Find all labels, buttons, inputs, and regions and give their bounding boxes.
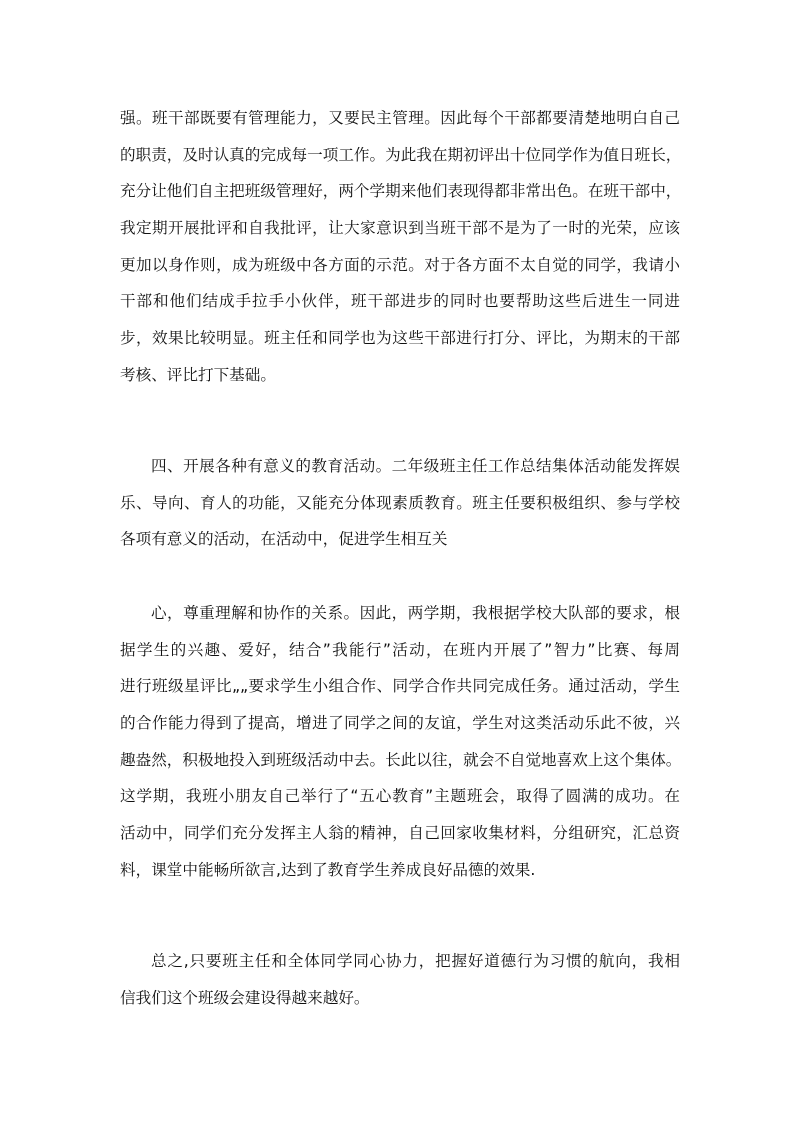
- text-line: 活动中，同学们充分发挥主人翁的精神，自己回家收集材料，分组研究，汇总资: [120, 824, 680, 843]
- paragraph-conclusion: [120, 943, 680, 1016]
- text-line: 料，课堂中能畅所欲言,达到了教育学生养成良好品德的效果.: [120, 860, 536, 879]
- text-line: 的合作能力得到了提高，增进了同学之间的友谊，学生对这类活动乐此不彼，兴: [120, 714, 680, 733]
- text-line: 的职责，及时认真的完成每一项工作。为此我在期初评出十位同学作为值日班长，: [120, 145, 682, 164]
- text-line: 乐、导向、育人的功能，又能充分体现素质教育。班主任要积极组织、参与学校: [120, 493, 680, 512]
- paragraph-cooperation: [120, 595, 680, 889]
- text-line: 这学期，我班小朋友自己举行了“五心教育”主题班会，取得了圆满的成功。在: [120, 787, 680, 806]
- text-line: 心，尊重理解和协作的关系。因此，两学期，我根据学校大队部的要求，根: [151, 604, 680, 622]
- paragraph-educational-activities: [120, 448, 680, 558]
- text-line: 强。班干部既要有管理能力，又要民主管理。因此每个干部都要清楚地明白自己: [120, 109, 680, 127]
- text-line: 趣盎然，积极地投入到班级活动中去。长此以往，就会不自觉地喜欢上这个集体。: [120, 750, 682, 769]
- paragraph-class-cadres: [120, 100, 680, 394]
- text-line: 各项有意义的活动，在活动中，促进学生相互关: [120, 530, 448, 549]
- text-line: 四、开展各种有意义的教育活动。二年级班主任工作总结集体活动能发挥娱: [151, 457, 680, 475]
- text-line: 总之,只要班主任和全体同学同心协力，把握好道德行为习惯的航向，我相: [151, 952, 680, 970]
- text-line: 考核、评比打下基础。: [120, 365, 276, 384]
- text-line: 充分让他们自主把班级管理好，两个学期来他们表现得都非常出色。在班干部中，: [120, 182, 682, 201]
- text-line: 我定期开展批评和自我批评，让大家意识到当班干部不是为了一时的光荣，应该: [120, 219, 680, 238]
- text-line: 步，效果比较明显。班主任和同学也为这些干部进行打分、评比，为期末的干部: [120, 329, 680, 348]
- text-line: 进行班级星评比„„要求学生小组合作、同学合作共同完成任务。通过活动，学生: [120, 677, 680, 696]
- text-line: 更加以身作则，成为班级中各方面的示范。对于各方面不太自觉的同学，我请小: [120, 255, 680, 274]
- text-line: 据学生的兴趣、爱好，结合”我能行”活动，在班内开展了”智力”比赛、每周: [120, 640, 680, 659]
- text-line: 信我们这个班级会建设得越来越好。: [120, 988, 370, 1007]
- text-line: 干部和他们结成手拉手小伙伴，班干部进步的同时也要帮助这些后进生一同进: [120, 292, 680, 311]
